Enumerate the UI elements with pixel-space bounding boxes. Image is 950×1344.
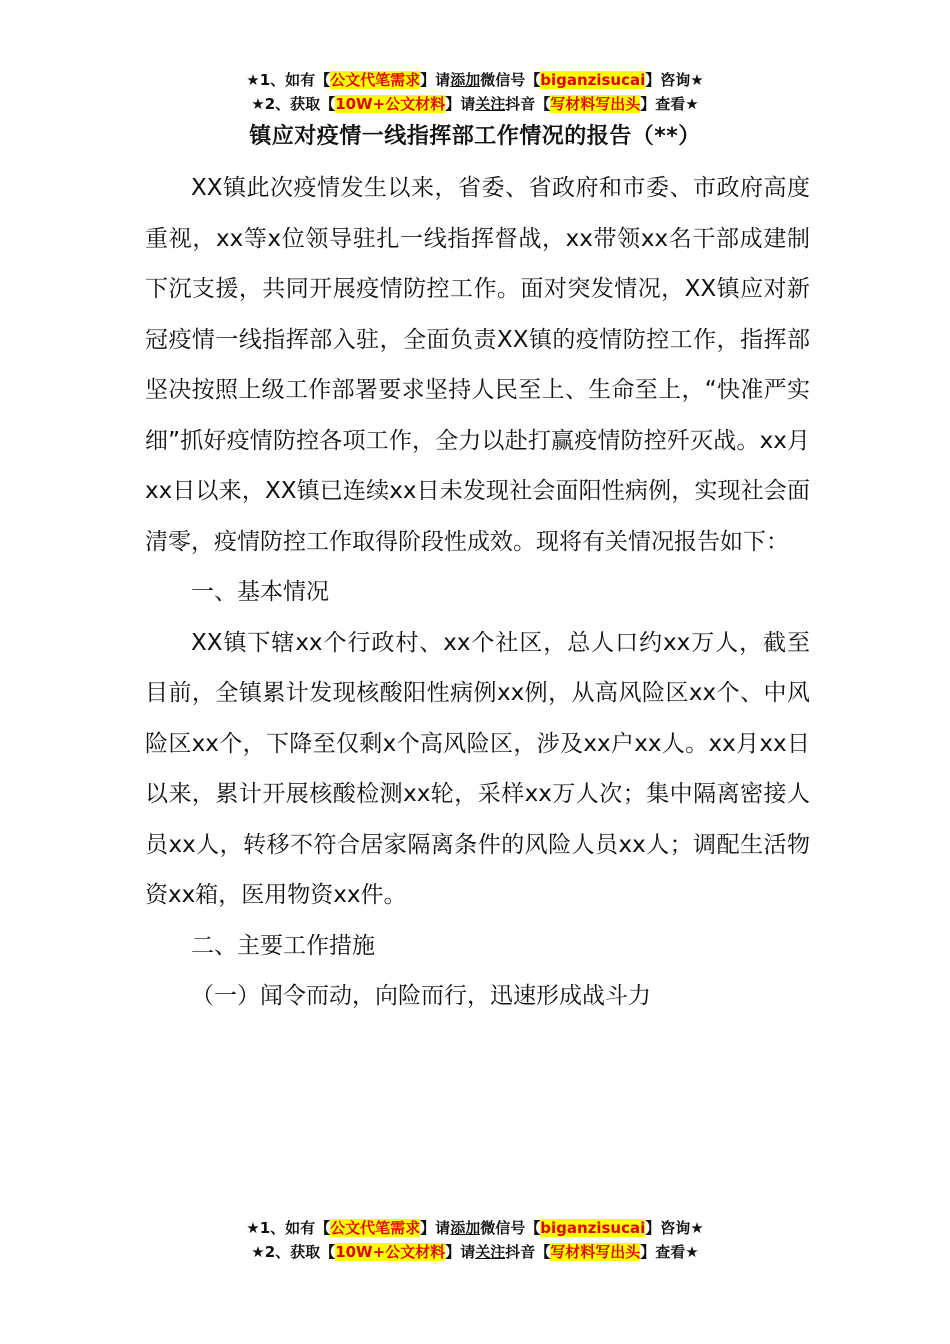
promo-highlight: 公文代笔需求 xyxy=(330,1219,421,1237)
promo-line-2 xyxy=(0,1240,950,1264)
promo-text: 抖音【 xyxy=(505,95,551,113)
promo-highlight: 10W+公文材料 xyxy=(335,1243,446,1261)
header-promo xyxy=(0,68,950,116)
promo-text: 】请 xyxy=(420,1219,451,1237)
document-title: 镇应对疫情一线指挥部工作情况的报告（**） xyxy=(249,124,701,149)
promo-text: 】查看★ xyxy=(640,1243,699,1261)
promo-underlined: 添加 xyxy=(450,71,481,89)
promo-line-2 xyxy=(0,92,950,116)
promo-text: 】查看★ xyxy=(640,95,699,113)
promo-line-1 xyxy=(0,1216,950,1240)
promo-text: 】请 xyxy=(420,71,451,89)
promo-highlight: 写材料写出头 xyxy=(550,1243,641,1261)
promo-text: 】请 xyxy=(445,95,476,113)
paragraph-intro: XX镇此次疫情发生以来，省委、省政府和市委、市政府高度重视，xx等x位领导驻扎一线指挥督战，xx带领xx名干部成建制下沉支援，共同开展疫情防控工作。面对突发情况，XX镇应对新冠疫情一线指挥部入驻，全面负责XX镇的疫情防控工作，指挥部坚决按照上级工作部署要求坚持人民至上、生命至上，“快准严实细”抓好疫情防控各项工作，全力以赴打赢疫情防控歼灭战。xx月xx日以来，XX镇已连续xx日未发现社会面阳性病例，实现社会面清零，疫情防控工作取得阶段性成效。现将有关情况报告如下： xyxy=(145,175,810,555)
footer-promo xyxy=(0,1216,950,1264)
promo-highlight: 写材料写出头 xyxy=(550,95,641,113)
promo-line-1 xyxy=(0,68,950,92)
promo-text: 微信号【 xyxy=(480,71,541,89)
promo-underlined: 添加 xyxy=(450,1219,481,1237)
promo-text: 】咨询★ xyxy=(645,71,704,89)
promo-text: 】咨询★ xyxy=(645,1219,704,1237)
subsection-heading-1: （一）闻令而动，向险而行，迅速形成战斗力 xyxy=(191,983,651,1009)
promo-highlight: 公文代笔需求 xyxy=(330,71,421,89)
promo-text: ★1、如有【 xyxy=(246,1219,331,1237)
promo-text: 抖音【 xyxy=(505,1243,551,1261)
promo-text: 】请 xyxy=(445,1243,476,1261)
section-heading-measures: 二、主要工作措施 xyxy=(191,932,375,959)
promo-underlined: 关注 xyxy=(475,95,506,113)
promo-highlight: biganzisucai xyxy=(540,71,646,89)
section-heading-basic: 一、基本情况 xyxy=(191,579,329,605)
promo-text: ★1、如有【 xyxy=(246,71,331,89)
paragraph-basic-info: XX镇下辖xx个行政村、xx个社区，总人口约xx万人，截至目前，全镇累计发现核酸阳性病例xx例，从高风险区xx个、中风险区xx个，下降至仅剩x个高风险区，涉及xx户xx人。xx月xx日以来，累计开展核酸检测xx轮，采样xx万人次；集中隔离密接人员xx人，转移不符合居家隔离条件的风险人员xx人；调配生活物资xx箱，医用物资xx件。 xyxy=(145,629,810,908)
promo-highlight: 10W+公文材料 xyxy=(335,95,446,113)
promo-underlined: 关注 xyxy=(475,1243,506,1261)
promo-text: 微信号【 xyxy=(480,1219,541,1237)
promo-text: ★2、获取【 xyxy=(251,1243,336,1261)
promo-text: ★2、获取【 xyxy=(251,95,336,113)
document-body xyxy=(145,163,810,1022)
promo-highlight: biganzisucai xyxy=(540,1219,646,1237)
